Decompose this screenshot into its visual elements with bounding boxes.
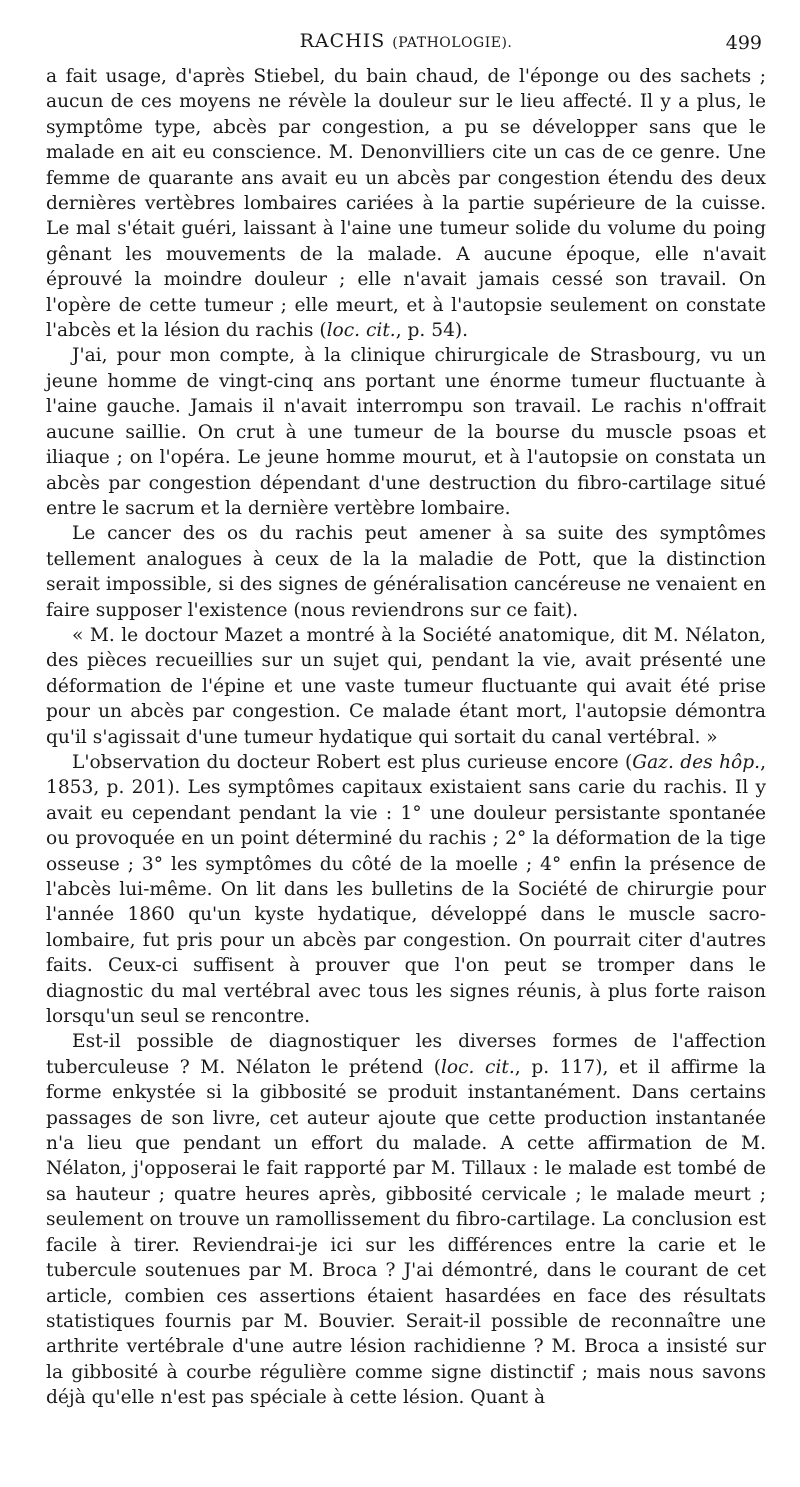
citation-italic: Gaz. des hôp. — [632, 751, 761, 773]
paragraph — [46, 1029, 766, 1410]
citation-italic: loc. cit. — [326, 320, 396, 342]
paragraph — [46, 623, 766, 750]
paragraph — [46, 750, 766, 1029]
body-text — [46, 64, 766, 1411]
text-run: Le cancer des os du rachis peut amener à sa suite des symptômes tellement analogues à ceux de la la maladie de Pott, que la distinction serait impossible, si des signes de généralisation cancéreuse ne venaient en faire supposer l'existence (nous reviendrons sur ce fait). — [46, 523, 766, 621]
paragraph — [46, 521, 766, 623]
text-run: « M. le doctour Mazet a montré à la Société anatomique, dit M. Nélaton, des pièces recueillies sur un sujet qui, pendant la vie, avait présenté une déformation de l'épine et une vaste tumeur fluctuante qui avait été prise pour un abcès par congestion. Ce malade étant mort, l'autopsie démontra qu'il s'agissait d'une tumeur hydatique qui sortait du canal vertébral. » — [46, 624, 766, 748]
text-run: , p. 54). — [395, 320, 469, 342]
running-title-main: RACHIS — [299, 30, 386, 52]
running-title-sub: (PATHOLOGIE). — [392, 35, 513, 51]
text-run: Est-il possible de diagnostiquer les diverses formes de l'affection tuberculeuse ? M. Nélaton le prétend ( — [46, 1031, 766, 1078]
paragraph — [46, 64, 766, 343]
page-number: 499 — [725, 32, 762, 54]
paragraph — [46, 343, 766, 521]
text-run: , p. 117), et il affirme la forme enkystée si la gibbosité se produit instantanément. Dans certains passages de son livre, cet auteur ajoute que cette production instantanée n'a lieu que pendant un effort du malade. A cette affirmation de M. Nélaton, j'opposerai le fait rapporté par M. Tillaux : le malade est tombé de sa hauteur ; quatre heures après, gibbosité cervicale ; le malade meurt ; seulement on trouve un ramollissement du fibro-cartilage. La conclusion est facile à tirer. Reviendrai-je ici sur les différences entre la carie et le tubercule soutenues par M. Broca ? J'ai démontré, dans le courant de cet article, combien ces assertions étaient hasardées en face des résultats statistiques fournis par M. Bouvier. Serait-il possible de reconnaître une arthrite vertébrale d'une autre lésion rachidienne ? M. Broca a insisté sur la gibbosité à courbe régulière comme signe distinctif ; mais nous savons déjà qu'elle n'est pas spéciale à cette lésion. Quant à — [46, 1056, 766, 1409]
text-run: J'ai, pour mon compte, à la clinique chirurgicale de Strasbourg, vu un jeune homme de vingt-cinq ans portant une énorme tumeur fluctuante à l'aine gauche. Jamais il n'avait interrompu son travail. Le rachis n'offrait aucune saillie. On crut à une tumeur de la bourse du muscle psoas et iliaque ; on l'opéra. Le jeune homme mourut, et à l'autopsie on constata un abcès par congestion dépendant d'une destruction du fibro-cartilage situé entre le sacrum et la dernière vertèbre lombaire. — [46, 345, 766, 519]
text-run: L'observation du docteur Robert est plus curieuse encore ( — [72, 751, 633, 773]
text-run: a fait usage, d'après Stiebel, du bain chaud, de l'éponge ou des sachets ; aucun de ces moyens ne révèle la douleur sur le lieu affecté. Il y a plus, le symptôme type, abcès par congestion, a pu se développer sans que le malade en ait eu conscience. M. Denonvilliers cite un cas de ce genre. Une femme de quarante ans avait eu un abcès par congestion étendu des deux dernières vertèbres lombaires cariées à la partie supérieure de la cuisse. Le mal s'était guéri, laissant à l'aine une tumeur solide du volume du poing gênant les mouvements de la malade. A aucune époque, elle n'avait éprouvé la moindre douleur ; elle n'avait jamais cessé son travail. On l'opère de cette tumeur ; elle meurt, et à l'autopsie seulement on constate l'abcès et la lésion du rachis ( — [46, 66, 766, 342]
running-title — [46, 30, 766, 52]
text-run: , 1853, p. 201). Les symptômes capitaux existaient sans carie du rachis. Il y avait eu cependant pendant la vie : 1° une douleur persistante spontanée ou provoquée en un point déterminé du rachis ; 2° la déformation de la tige osseuse ; 3° les symptômes du côté de la moelle ; 4° enfin la présence de l'abcès lui-même. On lit dans les bulletins de la Société de chirurgie pour l'année 1860 qu'un kyste hydatique, développé dans le muscle sacro-lombaire, fut pris pour un abcès par congestion. On pourrait citer d'autres faits. Ceux-ci suffisent à prouver que l'on peut se tromper dans le diagnostic du mal vertébral avec tous les signes réunis, à plus forte raison lorsqu'un seul se rencontre. — [46, 751, 766, 1028]
running-header — [46, 30, 766, 64]
citation-italic: loc. cit. — [440, 1056, 515, 1078]
